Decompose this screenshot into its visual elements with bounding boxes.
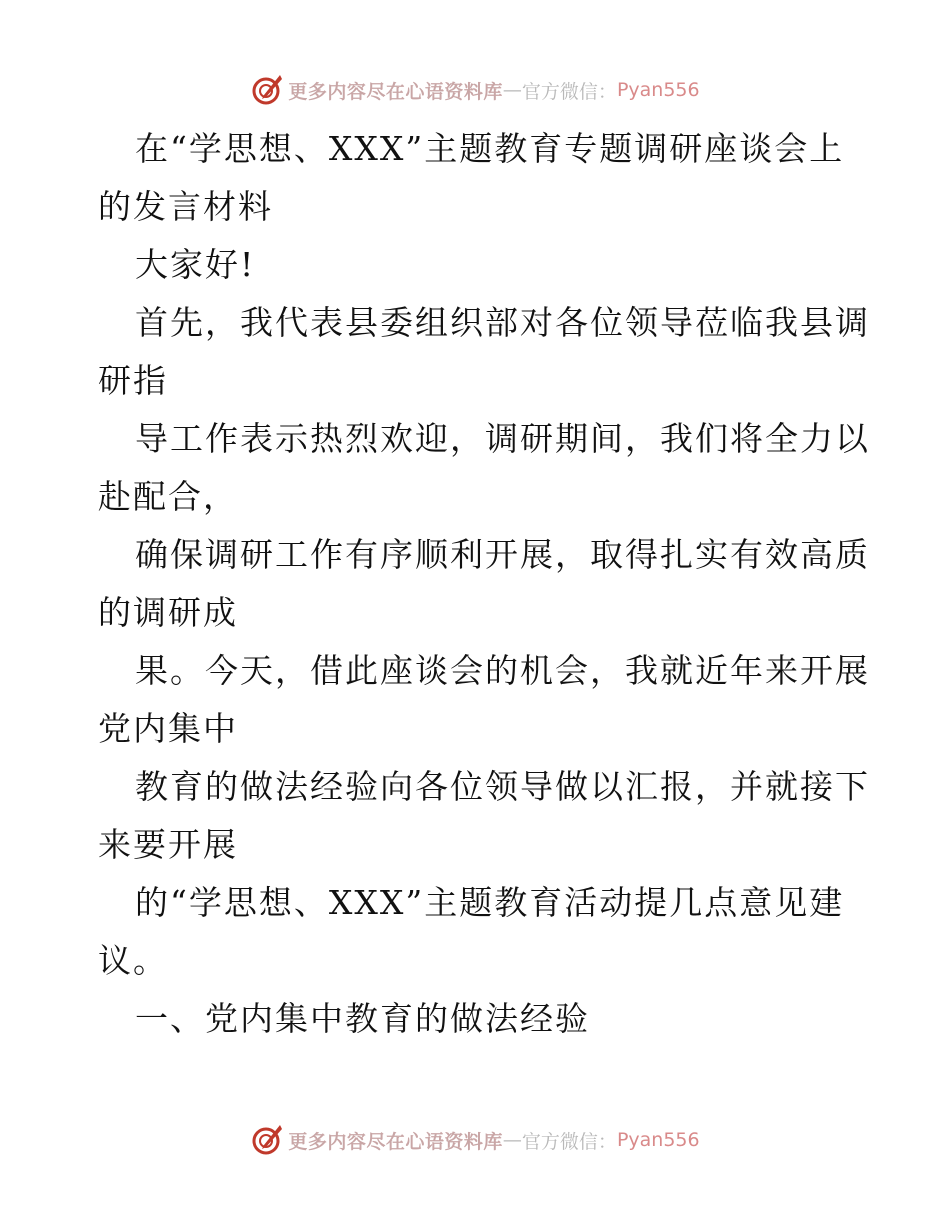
watermark-label: 官方微信： <box>521 1130 617 1153</box>
paragraph-line: 来要开展 <box>98 825 238 864</box>
paragraph-line: 的发言材料 <box>98 187 273 226</box>
quill-logo-icon <box>250 1123 284 1157</box>
paragraph-line: 一、党内集中教育的做法经验 <box>135 999 590 1038</box>
paragraph-line: 大家好! <box>135 245 256 284</box>
paragraph-line: 教育的做法经验向各位领导做以汇报，并就接下 <box>135 767 870 806</box>
paragraph-line: 议。 <box>98 941 168 980</box>
paragraph-line: 的调研成 <box>98 593 238 632</box>
watermark-text: 更多内容尽在心语资料库 <box>288 1130 503 1153</box>
watermark-account: Pyan556 <box>616 1129 700 1151</box>
watermark-text: 更多内容尽在心语资料库 <box>288 80 503 103</box>
paragraph-line: 赴配合， <box>98 477 238 516</box>
watermark-label: 官方微信： <box>521 80 617 103</box>
document-body <box>98 120 870 1048</box>
header-watermark <box>0 72 950 108</box>
paragraph-line: 导工作表示热烈欢迎，调研期间，我们将全力以 <box>135 419 870 458</box>
paragraph-line: 党内集中 <box>98 709 238 748</box>
footer-watermark <box>0 1122 950 1158</box>
watermark-account: Pyan556 <box>616 79 700 101</box>
paragraph-line: 首先，我代表县委组织部对各位领导莅临我县调 <box>135 303 870 342</box>
paragraph-line: 的“学思想、XXX”主题教育活动提几点意见建 <box>135 883 845 922</box>
watermark-separator: — <box>502 1129 522 1151</box>
paragraph-line: 确保调研工作有序顺利开展，取得扎实有效高质 <box>135 535 870 574</box>
paragraph-line: 研指 <box>98 361 168 400</box>
watermark-separator: — <box>502 79 522 101</box>
quill-logo-icon <box>250 73 284 107</box>
paragraph-line: 在“学思想、XXX”主题教育专题调研座谈会上 <box>135 129 845 168</box>
paragraph-line: 果。今天，借此座谈会的机会，我就近年来开展 <box>135 651 870 690</box>
